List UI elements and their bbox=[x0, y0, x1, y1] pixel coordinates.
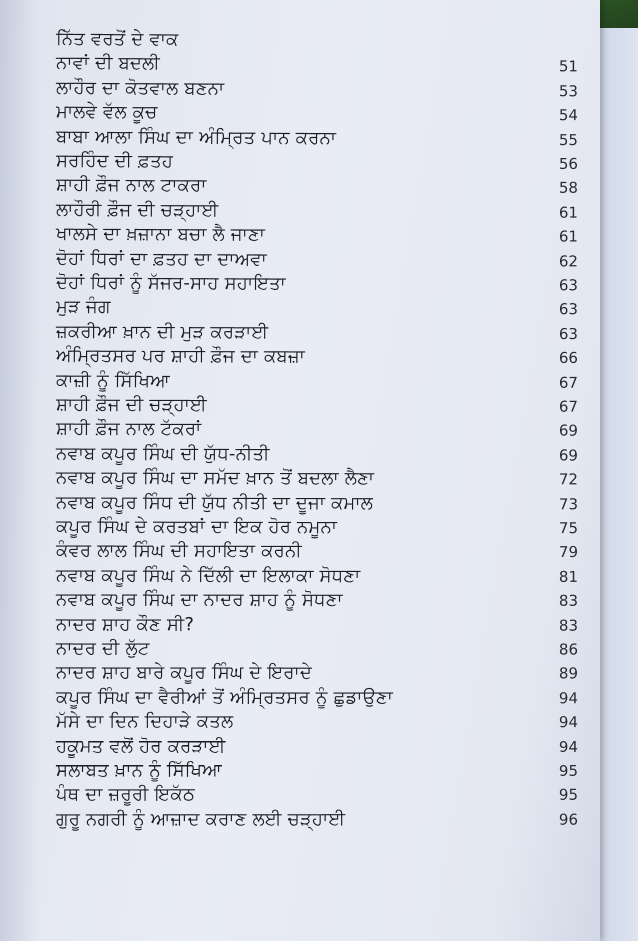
toc-entry-page-number: 56 bbox=[558, 154, 579, 173]
toc-entry-title: ਗੁਰੂ ਨਗਰੀ ਨੂੰ ਆਜ਼ਾਦ ਕਰਾਣ ਲਈ ਚੜ੍ਹਾਈ bbox=[55, 808, 346, 830]
toc-entry-title: ਮੱਸੇ ਦਾ ਦਿਨ ਦਿਹਾੜੇ ਕਤਲ bbox=[55, 711, 234, 733]
toc-entry-page-number: 61 bbox=[558, 227, 579, 246]
toc-entry-page-number: 62 bbox=[558, 251, 579, 271]
toc-entry-page-number: 94 bbox=[558, 737, 579, 756]
toc-entry-page-number: 81 bbox=[558, 567, 579, 586]
toc-entry-title: ਨਵਾਬ ਕਪੂਰ ਸਿੰਘ ਦੀ ਯੁੱਧ-ਨੀਤੀ bbox=[55, 442, 270, 465]
toc-entry-page-number: 66 bbox=[558, 349, 579, 368]
toc-entry-page-number: 72 bbox=[558, 470, 579, 489]
toc-entry bbox=[0, 416, 600, 444]
toc-entry bbox=[0, 636, 600, 663]
toc-entry bbox=[0, 709, 600, 735]
toc-entry bbox=[0, 538, 600, 565]
toc-entry-title: ਸ਼ਾਹੀ ਫ਼ੌਜ ਨਾਲ ਟੱਕਰਾਂ bbox=[55, 418, 202, 440]
toc-entry-title: ਸਲਾਬਤ ਖ਼ਾਨ ਨੂੰ ਸਿੱਖਿਆ bbox=[55, 759, 222, 781]
toc-entry-title: ਸਰਹਿੰਦ ਦੀ ਫ਼ਤਹ bbox=[55, 150, 174, 172]
toc-entry-page-number: 53 bbox=[558, 81, 579, 101]
toc-entry-page-number: 95 bbox=[558, 786, 579, 805]
toc-entry-page-number: 63 bbox=[558, 276, 579, 295]
toc-entry-title: ਖਾਲਸੇ ਦਾ ਖ਼ਜ਼ਾਨਾ ਬਚਾ ਲੈ ਜਾਣਾ bbox=[55, 223, 266, 246]
toc-entry-title: ਜ਼ਕਰੀਆ ਖ਼ਾਨ ਦੀ ਮੁੜ ਕਰੜਾਈ bbox=[55, 320, 269, 343]
toc-entry-title: ਕਪੂਰ ਸਿੰਘ ਦੇ ਕਰਤਬਾਂ ਦਾ ਇਕ ਹੋਰ ਨਮੂਨਾ bbox=[55, 516, 338, 538]
toc-entry bbox=[0, 782, 600, 808]
toc-entry-page-number: 83 bbox=[558, 591, 579, 610]
toc-entry-title: ਪੰਥ ਦਾ ਜ਼ਰੂਰੀ ਇਕੱਠ bbox=[55, 784, 195, 806]
toc-entry-title: ਨਾਦਰ ਸ਼ਾਹ ਬਾਰੇ ਕਪੂਰ ਸਿੰਘ ਦੇ ਇਰਾਦੇ bbox=[55, 662, 312, 684]
toc-entry-title: ਨਾਦਰ ਸ਼ਾਹ ਕੌਣ ਸੀ? bbox=[55, 613, 195, 635]
toc-entry-page-number: 95 bbox=[558, 761, 579, 780]
toc-entry-title: ਨਾਵਾਂ ਦੀ ਬਦਲੀ bbox=[55, 52, 160, 75]
toc-entry-page-number: 94 bbox=[558, 713, 579, 732]
toc-entry-page-number: 54 bbox=[558, 106, 579, 125]
toc-entry-title: ਲਾਹੌਰ ਦਾ ਕੋਤਵਾਲ ਬਣਨਾ bbox=[55, 77, 225, 100]
toc-entry-page-number: 96 bbox=[558, 810, 579, 829]
toc-entry-title: ਨਿੱਤ ਵਰਤੋਂ ਦੇ ਵਾਕ bbox=[55, 28, 179, 51]
toc-entry-title: ਸ਼ਾਹੀ ਫ਼ੌਜ ਦੀ ਚੜ੍ਹਾਈ bbox=[55, 394, 207, 416]
toc-entry-page-number: 61 bbox=[558, 203, 579, 222]
toc-entry bbox=[0, 563, 600, 590]
toc-entry bbox=[0, 514, 600, 541]
toc-entry-title: ਕੰਵਰ ਲਾਲ ਸਿੰਘ ਦੀ ਸਹਾਇਤਾ ਕਰਨੀ bbox=[55, 540, 302, 562]
toc-entry-page-number: 69 bbox=[558, 421, 579, 440]
toc-entry-page-number: 79 bbox=[558, 543, 579, 562]
toc-entry-title: ਨਾਦਰ ਦੀ ਲੁੱਟ bbox=[55, 638, 150, 660]
toc-entry-page-number: 63 bbox=[558, 300, 579, 319]
toc-entry bbox=[0, 660, 600, 686]
toc-entry-title: ਦੋਹਾਂ ਧਿਰਾਂ ਨੂੰ ਸੱਜਰ-ਸਾਹ ਸਹਾਇਤਾ bbox=[55, 272, 286, 295]
toc-entry-page-number: 86 bbox=[558, 640, 579, 659]
toc-entry bbox=[0, 441, 600, 469]
toc-entry bbox=[0, 685, 600, 711]
toc-entry-title: ਨਵਾਬ ਕਪੂਰ ਸਿੰਧ ਦੀ ਯੁੱਧ ਨੀਤੀ ਦਾ ਦੂਜਾ ਕਮਾਲ bbox=[55, 491, 374, 514]
toc-entry-page-number: 63 bbox=[558, 324, 579, 343]
toc-entry-title: ਮੁੜ ਜੰਗ bbox=[55, 296, 111, 318]
toc-entry-page-number: 73 bbox=[558, 494, 579, 513]
toc-entry-title: ਹਕੂਮਤ ਵਲੋਂ ਹੋਰ ਕਰੜਾਈ bbox=[55, 735, 226, 757]
toc-entry-page-number: 89 bbox=[558, 664, 579, 683]
toc-entry-page-number: 69 bbox=[558, 446, 579, 465]
toc-entry-title: ਬਾਬਾ ਆਲਾ ਸਿੰਘ ਦਾ ਅੰਮ੍ਰਿਤ ਪਾਨ ਕਰਨਾ bbox=[55, 125, 337, 149]
toc-entry-title: ਸ਼ਾਹੀ ਫ਼ੌਜ ਨਾਲ ਟਾਕਰਾ bbox=[55, 174, 207, 197]
toc-entry-page-number: 83 bbox=[558, 616, 579, 635]
toc-entry-title: ਲਾਹੌਰੀ ਫ਼ੌਜ ਦੀ ਚੜ੍ਹਾਈ bbox=[55, 199, 219, 221]
toc-entry-page-number: 67 bbox=[558, 373, 579, 392]
toc-entry bbox=[0, 806, 600, 832]
toc-entry bbox=[0, 612, 600, 639]
toc-entry bbox=[0, 490, 600, 517]
toc-entry-page-number: 51 bbox=[558, 57, 579, 76]
toc-entry-title: ਨਵਾਬ ਕਪੂਰ ਸਿੰਘ ਨੇ ਦਿੱਲੀ ਦਾ ਇਲਾਕਾ ਸੋਧਣਾ bbox=[55, 564, 361, 587]
toc-entry-title: ਕਪੂਰ ਸਿੰਘ ਦਾ ਵੈਰੀਆਂ ਤੋਂ ਅੰਮ੍ਰਿਤਸਰ ਨੂੰ ਛੁਡਾਉਣਾ bbox=[55, 686, 393, 708]
toc-entry-title: ਅੰਮ੍ਰਿਤਸਰ ਪਰ ਸ਼ਾਹੀ ਫ਼ੌਜ ਦਾ ਕਬਜ਼ਾ bbox=[55, 345, 305, 368]
toc-entry-title: ਕਾਜ਼ੀ ਨੂੰ ਸਿੱਖਿਆ bbox=[55, 369, 170, 392]
toc-entry-title: ਨਵਾਬ ਕਪੂਰ ਸਿੰਘ ਦਾ ਨਾਦਰ ਸ਼ਾਹ ਨੂੰ ਸੋਧਣਾ bbox=[55, 589, 343, 611]
toc-entry bbox=[0, 465, 600, 492]
toc-entry bbox=[0, 758, 600, 784]
toc-entry-title: ਦੋਹਾਂ ਧਿਰਾਂ ਦਾ ਫ਼ਤਹ ਦਾ ਦਾਅਵਾ bbox=[55, 247, 267, 270]
toc-entry-page-number: 55 bbox=[558, 130, 579, 149]
toc-entry bbox=[0, 587, 600, 614]
toc-entry-page-number: 58 bbox=[558, 179, 579, 198]
toc-entry-title: ਨਵਾਬ ਕਪੂਰ ਸਿੰਘ ਦਾ ਸਮੱਦ ਖ਼ਾਨ ਤੋਂ ਬਦਲਾ ਲੈਣਾ bbox=[55, 467, 375, 490]
toc-entry-page-number: 94 bbox=[558, 689, 579, 708]
toc-entry bbox=[0, 343, 600, 371]
toc-entry-page-number: 75 bbox=[558, 519, 579, 538]
toc-entry-page-number: 67 bbox=[558, 397, 579, 416]
toc-entry-title: ਮਾਲਵੇ ਵੱਲ ਕੂਚ bbox=[55, 101, 158, 124]
toc-entry bbox=[0, 734, 600, 760]
